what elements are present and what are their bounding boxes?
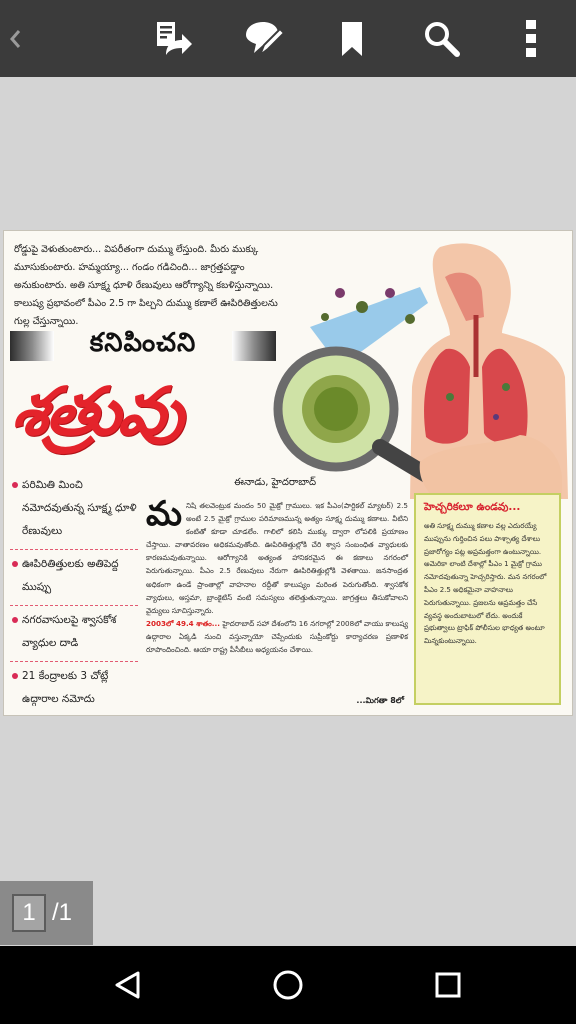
- more-options-icon: [524, 19, 538, 59]
- share-page-button[interactable]: [148, 0, 198, 77]
- current-page-field[interactable]: 1: [12, 894, 46, 932]
- nav-recents-button[interactable]: [398, 946, 498, 1024]
- bookmark-button[interactable]: [328, 0, 376, 77]
- annotate-icon: [242, 19, 284, 59]
- list-item: నగరవాసులపై శ్వాసకోశ వ్యాధుల దాడి: [10, 606, 138, 662]
- list-item: పరిమితి మించి నమోదవుతున్న సూక్ష్మ ధూళి రేణువులు: [10, 471, 138, 550]
- more-options-button[interactable]: [508, 0, 554, 77]
- article-byline: ఈనాడు, హైదరాబాద్: [234, 477, 317, 488]
- article-kicker: కనిపించని: [89, 328, 197, 358]
- annotate-button[interactable]: [238, 0, 288, 77]
- home-circle-icon: [272, 969, 304, 1001]
- back-triangle-icon: [113, 970, 143, 1000]
- newspaper-page[interactable]: [3, 230, 573, 716]
- search-icon: [422, 20, 462, 58]
- list-item: 21 కేంద్రాలకు 3 చోట్లే ఉద్గారాల నమోదు: [10, 662, 138, 716]
- continued-note: ...మిగతా 8లో: [356, 696, 404, 705]
- page-indicator[interactable]: [0, 881, 93, 945]
- system-navbar: [0, 946, 576, 1024]
- back-icon: [8, 28, 22, 50]
- sidebar-box-body: అతి సూక్ష్మ దుమ్ము కణాల వల్ల ఎదురయ్యే ముప్పును గుర్తించిన పలు పాశ్చాత్య దేశాలు ప్రజారోగ్యం పట్ల అప్రమత్తంగా ఉంటున్నాయి. అమెరికా లాంటి దేశాల్లో పీఎం 1 మైక్రో గ్రాము నమోదవుతున్నా హెచ్చరిస్తారు. మన నగరంలో పీఎం 2.5 అధికమైనా వాహనాలు పెరుగుతున్నాయి. ప్రజలను అప్రమత్తం చేసే వ్యవస్థ అందుబాటులో లేదు. అందుకే ప్రభుత్వాలు ట్రాఫిక్ పోలీసుల భాధ్యత అంటూ మిన్నకుంటున్నాయి.: [424, 522, 547, 646]
- sidebar-box: [414, 493, 561, 705]
- nav-home-button[interactable]: [238, 946, 338, 1024]
- article-body-text-2: హైదరాబాద్ సహా దేశంలోని 16 నగరాల్లో 2008లో వాయు కాలుష్య ఉద్గారాల ఏక్కడి నుంచి వస్తున్నాయో చెప్పేందుకు సుప్రీంకోర్టు కార్యాచరణ ప్రణాళిక రూపొందించింది. ఆయా రాష్ట్ర పీసీబీలు అధ్యయనం చేశాయి.: [146, 618, 408, 655]
- total-pages: /1: [52, 899, 73, 926]
- sidebar-box-title: హెచ్చరికలూ ఉండవు...: [424, 501, 521, 513]
- article-title: శత్రువు: [8, 372, 187, 450]
- bookmark-icon: [341, 21, 363, 57]
- kicker-bar: [10, 329, 276, 363]
- article-subhead: 2003లో 49.4 శాతం...: [146, 618, 220, 628]
- article-body-text: నిషి తలవెంట్రుక మందం 50 మైక్రో గ్రాములు. ఇక పీఎం(పార్టికల్ మ్యాటర్) 2.5 అంటే 2.5 మైక్రో గ్రాముల పరిమాణమున్న అత్యం సూక్ష్మ దుమ్ము కణాలు. వీటిని కంటితో కూడా చూడలేం. గాలిలో కలిసి ముక్కు ద్వారా లోపలికి ప్రయాణం చేస్తాయి. వాతావరణం అధికమవుతోంది. ఊపిరితిత్తుల్లోకి చేరి శ్వాస సంబంధిత వ్యాధులకు కారణమవుతున్నాయి. ఆరోగ్యానికి అత్యంత హానికరమైన ఈ కణాలు నగరంలో పెరుగుతున్నాయి. పీఎం 2.5 రేణువులు నేరుగా ఊపిరితిత్తుల్లోకి వెళతాయి. జనసాంద్రత అధికంగా ఉండే ప్రాంతాల్లో వాహనాల రద్దీతో కాలుష్యం మరింత పెరుగుతోంది. శ్వాసకోశ వ్యాధులు, ఆస్తమా, బ్రాంకైటిస్ వంటి సమస్యలు తలెత్తుతున్నాయి. జాగ్రత్తలు తీసుకోవాలని వైద్యులు సూచిస్తున్నారు.: [146, 501, 408, 615]
- highlights-list: [10, 471, 138, 716]
- list-item: ఊపిరితిత్తులకు అతిపెద్ద ముప్పు: [10, 550, 138, 606]
- top-toolbar: [0, 0, 576, 77]
- lungs-illustration: [270, 237, 570, 499]
- recents-square-icon: [434, 971, 462, 999]
- dropcap: మ: [146, 494, 182, 534]
- article-intro: రోడ్డుపై వెళుతుంటారు... విపరీతంగా దుమ్ము లేస్తుంది. మీరు ముక్కు మూసుకుంటారు. హమ్మయ్యా... గండం గడిచింది... జాగ్రత్తపడ్డాం అనుకుంటారు. అతి సూక్ష్మ ధూళి రేణువులు ఆరోగ్యాన్ని కబళిస్తున్నాయి. కాలుష్య ప్రభావంలో పీఎం 2.5 గా పిల్చని దుమ్ము కణాలే ఊపిరితిత్తులను గుల్ల చేస్తున్నాయి.: [14, 244, 278, 327]
- search-button[interactable]: [418, 0, 466, 77]
- share-page-icon: [152, 19, 194, 59]
- back-button[interactable]: [0, 0, 30, 77]
- nav-back-button[interactable]: [78, 946, 178, 1024]
- article-body: [146, 494, 408, 656]
